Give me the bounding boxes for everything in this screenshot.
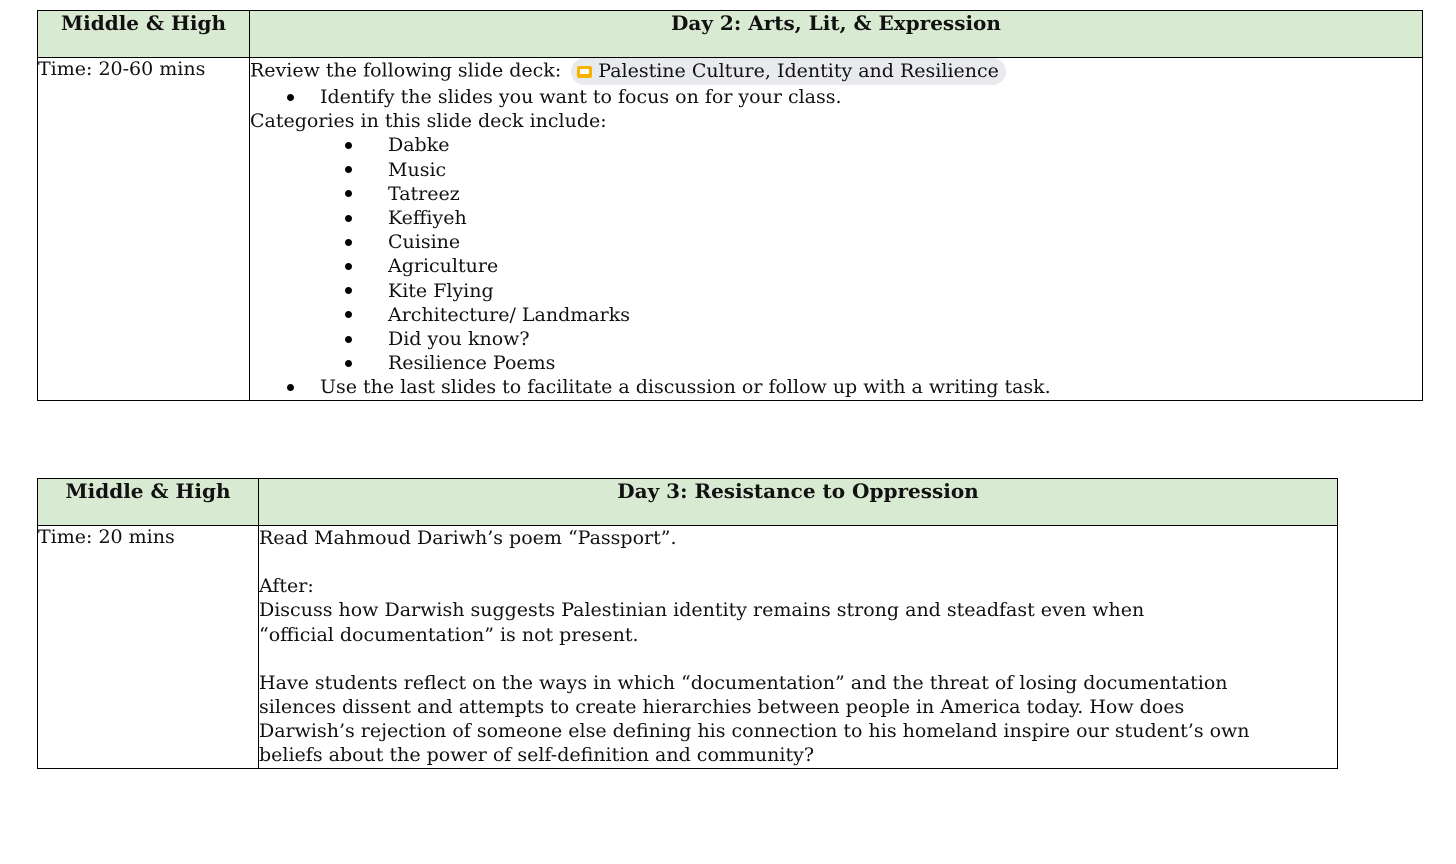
category-label: Keffiyeh — [388, 207, 467, 230]
category-label: Dabke — [388, 134, 450, 157]
category-item — [250, 182, 1422, 206]
category-label: Agriculture — [388, 255, 499, 278]
bullet-dot — [345, 215, 352, 222]
day3-header-row — [38, 479, 1338, 526]
day2-bullet-identify — [250, 85, 1422, 109]
bullet-dot — [345, 263, 352, 270]
day2-title-header: Day 2: Arts, Lit, & Expression — [250, 11, 1423, 58]
category-item — [250, 254, 1422, 278]
day2-level-header: Middle & High — [38, 11, 250, 58]
category-label: Architecture/ Landmarks — [388, 303, 630, 326]
day2-intro-line — [250, 58, 1422, 85]
bullet-dot — [345, 287, 352, 294]
category-label: Music — [388, 158, 447, 181]
day3-body-row — [38, 526, 1338, 769]
day3-read-instruction: Read Mahmoud Dariwh’s poem “Passport”. — [259, 527, 677, 549]
day2-header-row — [38, 11, 1423, 58]
day2-intro-text: Review the following slide deck: — [250, 59, 562, 82]
category-item — [250, 327, 1422, 351]
day2-categories-label: Categories in this slide deck include: — [250, 110, 607, 133]
bullet-dot — [287, 384, 294, 391]
day3-level-header: Middle & High — [38, 479, 259, 526]
slides-icon — [577, 66, 592, 78]
day3-after-label: After: — [259, 575, 314, 598]
day2-bullet-last-text: Use the last slides to facilitate a discussion or follow up with a writing task. — [320, 376, 1051, 399]
day3-table — [37, 478, 1338, 769]
bullet-dot — [345, 311, 352, 318]
day2-time: Time: 20-60 mins — [38, 58, 250, 401]
bullet-dot — [287, 94, 294, 101]
category-label: Kite Flying — [388, 279, 494, 302]
bullet-dot — [345, 239, 352, 246]
category-label: Tatreez — [388, 182, 460, 205]
slide-deck-chip[interactable] — [571, 58, 1006, 85]
bullet-dot — [345, 190, 352, 197]
category-item — [250, 158, 1422, 182]
category-label: Resilience Poems — [388, 352, 556, 375]
bullet-dot — [345, 142, 352, 149]
day3-title-header: Day 3: Resistance to Oppression — [259, 479, 1338, 526]
category-label: Did you know? — [388, 328, 530, 351]
category-item — [250, 230, 1422, 254]
category-item — [250, 133, 1422, 157]
category-item — [250, 206, 1422, 230]
day2-bullet-identify-text: Identify the slides you want to focus on for your class. — [320, 86, 842, 108]
day3-time: Time: 20 mins — [38, 526, 259, 769]
day2-body-row — [38, 58, 1423, 401]
day3-discuss-text: Discuss how Darwish suggests Palestinian identity remains strong and steadfast even when “official documentation” is not present. — [259, 599, 1145, 646]
slide-deck-chip-label[interactable]: Palestine Culture, Identity and Resilience — [598, 60, 999, 83]
day2-bullet-last — [250, 375, 1422, 399]
category-item — [250, 279, 1422, 303]
bullet-dot — [345, 336, 352, 343]
bullet-dot — [345, 166, 352, 173]
day3-reflect-text: Have students reflect on the ways in which “documentation” and the threat of losing documentation silences dissent and attempts to create hierarchies between people in America today. How does Darwish’s rejection of someone else defining his connection to his homeland inspire our student’s own beliefs about the power of self-definition and community? — [259, 671, 1250, 767]
day3-content — [259, 526, 1338, 769]
category-item — [250, 351, 1422, 375]
category-label: Cuisine — [388, 231, 461, 254]
category-item — [250, 303, 1422, 327]
day2-table — [37, 10, 1423, 401]
bullet-dot — [345, 360, 352, 367]
categories-list — [250, 133, 1422, 375]
day2-content — [250, 58, 1423, 401]
